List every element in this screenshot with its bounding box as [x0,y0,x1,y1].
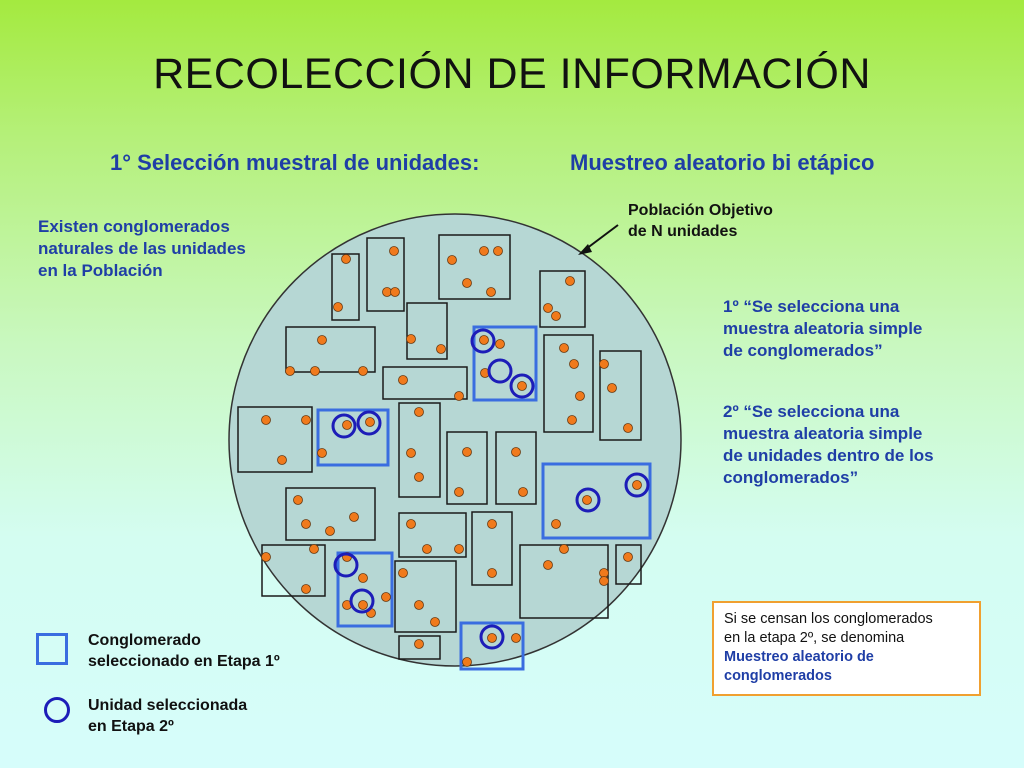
legend-unit-text [88,695,308,737]
unit-dot [463,279,472,288]
stage-1-line: 1º “Se selecciona una [723,297,900,316]
unit-dot [496,340,505,349]
unit-dot [415,408,424,417]
stage-2-line: conglomerados” [723,468,859,487]
unit-dot [311,367,320,376]
unit-dot [463,658,472,667]
unit-dot [415,601,424,610]
legend-line: en Etapa 2º [88,718,174,735]
legend-line: seleccionado en Etapa 1º [88,653,280,670]
clusters-note-line: Existen conglomerados [38,217,230,236]
unit-dot [568,416,577,425]
unit-dot [343,421,352,430]
note-highlight: Muestreo aleatorio de [724,649,874,665]
unit-dot [518,382,527,391]
unit-dot [600,577,609,586]
unit-dot [560,344,569,353]
selected-cluster-legend-icon [36,633,68,665]
legend-cluster-text [88,630,308,672]
stage-2-line: de unidades dentro de los [723,446,934,465]
unit-dot [480,247,489,256]
unit-dot [294,496,303,505]
unit-dot [310,545,319,554]
unit-dot [494,247,503,256]
unit-dot [608,384,617,393]
arrow-icon [578,225,618,255]
unit-dot [262,553,271,562]
stage-1-line: de conglomerados” [723,341,883,360]
unit-dot [399,376,408,385]
unit-dot [455,545,464,554]
section-heading-left: 1° Selección muestral de unidades: [110,150,480,175]
unit-dot [407,449,416,458]
unit-dot [334,303,343,312]
unit-dot [326,527,335,536]
unit-dot [302,416,311,425]
selected-unit-legend-icon [44,697,70,723]
unit-dot [350,513,359,522]
unit-dot [302,585,311,594]
page-title: RECOLECCIÓN DE INFORMACIÓN [153,50,871,98]
unit-dot [318,336,327,345]
unit-dot [455,392,464,401]
population-label-line: de N unidades [628,223,738,240]
unit-dot [359,367,368,376]
unit-dot [407,335,416,344]
unit-dot [455,488,464,497]
unit-dot [600,360,609,369]
unit-dot [552,520,561,529]
unit-dot [512,448,521,457]
unit-dot [544,304,553,313]
unit-dot [359,574,368,583]
unit-dot [415,640,424,649]
unit-dot [512,634,521,643]
unit-dot [583,496,592,505]
stage-1-line: muestra aleatoria simple [723,319,923,338]
unit-dot [390,247,399,256]
unit-dot [566,277,575,286]
clusters-note-line: naturales de las unidades [38,239,246,258]
unit-dot [544,561,553,570]
unit-dot [391,288,400,297]
unit-dot [318,449,327,458]
unit-dot [624,553,633,562]
unit-dot [342,255,351,264]
unit-dot [431,618,440,627]
unit-dot [359,601,368,610]
unit-dot [366,418,375,427]
note-line: en la etapa 2º, se denomina [724,630,905,646]
note-line: Si se censan los conglomerados [724,611,933,627]
unit-dot [286,367,295,376]
unit-dot [437,345,446,354]
unit-dot [576,392,585,401]
unit-dot [302,520,311,529]
unit-dot [633,481,642,490]
unit-dot [448,256,457,265]
unit-dot [415,473,424,482]
unit-dot [488,634,497,643]
note-highlight: conglomerados [724,668,832,684]
legend-line: Conglomerado [88,632,201,649]
unit-dot [382,593,391,602]
stage-2-line: muestra aleatoria simple [723,424,923,443]
unit-dot [560,545,569,554]
unit-dot [480,336,489,345]
unit-dot [519,488,528,497]
section-heading-right: Muestreo aleatorio bi etápico [570,150,875,175]
unit-dot [488,569,497,578]
unit-dot [262,416,271,425]
unit-dot [487,288,496,297]
unit-dot [278,456,287,465]
population-label-line: Población Objetivo [628,202,773,219]
unit-dot [407,520,416,529]
unit-dot [423,545,432,554]
legend-line: Unidad seleccionada [88,697,248,714]
clusters-note-line: en la Población [38,261,163,280]
unit-dot [570,360,579,369]
unit-dot [624,424,633,433]
stage-2-line: 2º “Se selecciona una [723,402,900,421]
unit-dot [552,312,561,321]
unit-dot [463,448,472,457]
cluster-census-note [712,601,981,696]
unit-dot [488,520,497,529]
unit-dot [399,569,408,578]
